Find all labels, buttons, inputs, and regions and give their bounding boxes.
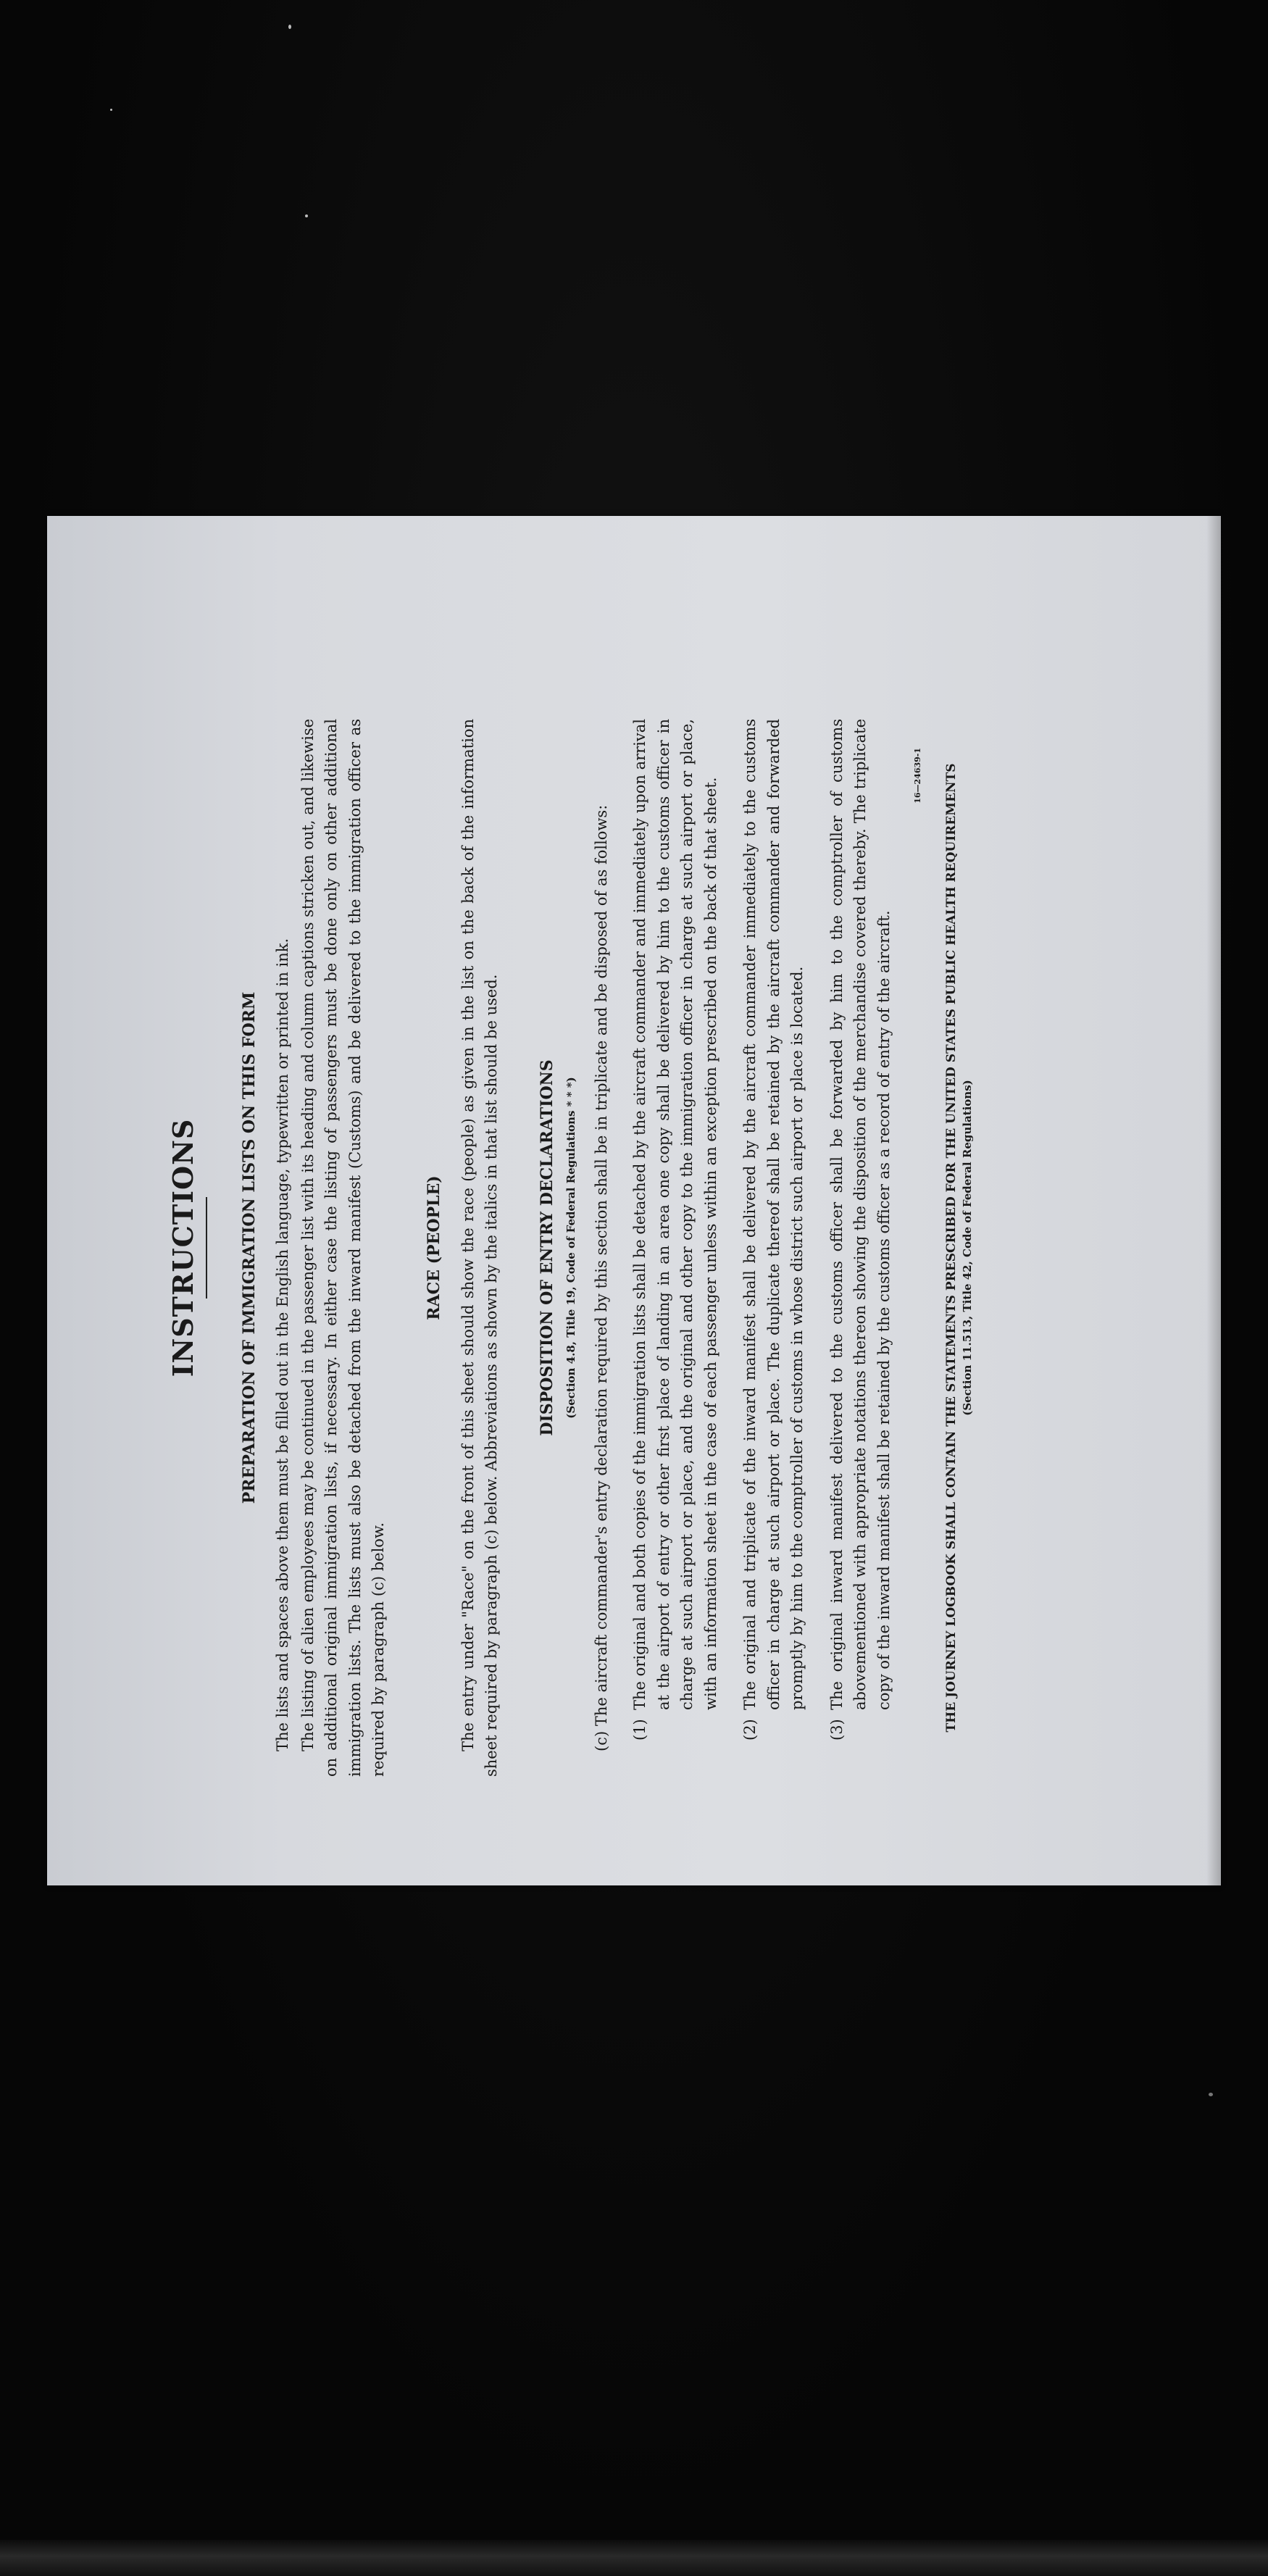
preparation-paragraph-1: The lists and spaces above them must be filled out in the English language, typewritten or printed in ink.: [274, 938, 292, 1751]
preparation-paragraph-2: The listing of alien employees may be continued in the passenger list with its heading and column captions stricken out, and likewise on additional original immigration lists, if necessary. In either case the listing of passengers must be done only on other additional immigration lists. The lists must also be detached from the inward manifest (Customs) and be delivered to the immigration officer as required by paragraph (c) below.: [299, 719, 388, 1777]
dust-speck: [305, 214, 308, 217]
rotated-page: [47, 516, 1221, 1885]
dust-speck: [1209, 2093, 1213, 2096]
disposition-heading: DISPOSITION OF ENTRY DECLARATIONS: [537, 1059, 556, 1436]
item-text: The original and triplicate of the inward manifest shall be delivered by the aircraft commander immediately to the customs officer in charge at such airport or place. The duplicate thereof shall be retained by the aircraft commander and forwarded promptly by him to the comptroller of customs in whose district such airport or place is located.: [741, 719, 806, 1710]
document-title: INSTRUCTIONS: [167, 1118, 199, 1377]
scanner-edge-strip: [0, 2540, 1268, 2576]
disposition-intro: (c) The aircraft commander's entry declaration required by this section shall be in triplicate and be disposed of as follows:: [593, 804, 611, 1751]
dust-speck: [110, 109, 112, 111]
race-paragraph: The entry under "Race" on the front of this sheet should show the race (people) as given in the list on the back of the information sheet required by paragraph (c) below. Abbreviations as shown by the italics in that list should be used.: [459, 719, 501, 1777]
dust-speck: [288, 25, 291, 29]
closing-statement: THE JOURNEY LOGBOOK SHALL CONTAIN THE STATEMENTS PRESCRIBED FOR THE UNITED STATES PUBLIC HEALTH REQUIREMENTS: [943, 763, 959, 1733]
title-underline: [206, 1197, 207, 1299]
item-number: (1): [631, 1719, 648, 1741]
item-number: (2): [741, 1719, 759, 1741]
race-heading: RACE (PEOPLE): [424, 1175, 443, 1320]
item-number: (3): [827, 1719, 846, 1741]
disposition-item-3: [825, 719, 896, 1741]
document-sheet: [47, 516, 1221, 1885]
disposition-citation: (Section 4.8, Title 19, Code of Federal Regulations * * *): [564, 1077, 578, 1419]
disposition-item-1: [628, 719, 722, 1741]
disposition-item-2: [738, 719, 809, 1741]
form-number: 16—24639-1: [913, 748, 923, 804]
page-content: [167, 719, 977, 1777]
item-text: The original and both copies of the immigration lists shall be detached by the aircraft commander and immediately upon arrival at the airport of entry or other first place of landing in an area one copy shall be delivered by him to the customs officer in charge at such airport or place, and the original and other copy to the immigration officer in charge at such airport or place, with an information sheet in the case of each passenger unless within an exception prescribed on the back of that sheet.: [631, 719, 719, 1710]
closing-citation: (Section 11.513, Title 42, Code of Federal Regulations): [961, 1080, 975, 1416]
preparation-heading: PREPARATION OF IMMIGRATION LISTS ON THIS FORM: [239, 991, 259, 1504]
item-text: The original inward manifest delivered to the customs officer shall be forwarded by him to the comptroller of customs abovementioned with appropriate notations thereon showing the disposition of the merchandise covered thereby. The triplicate copy of the inward manifest shall be retained by the customs officer as a record of entry of the aircraft.: [827, 719, 893, 1710]
